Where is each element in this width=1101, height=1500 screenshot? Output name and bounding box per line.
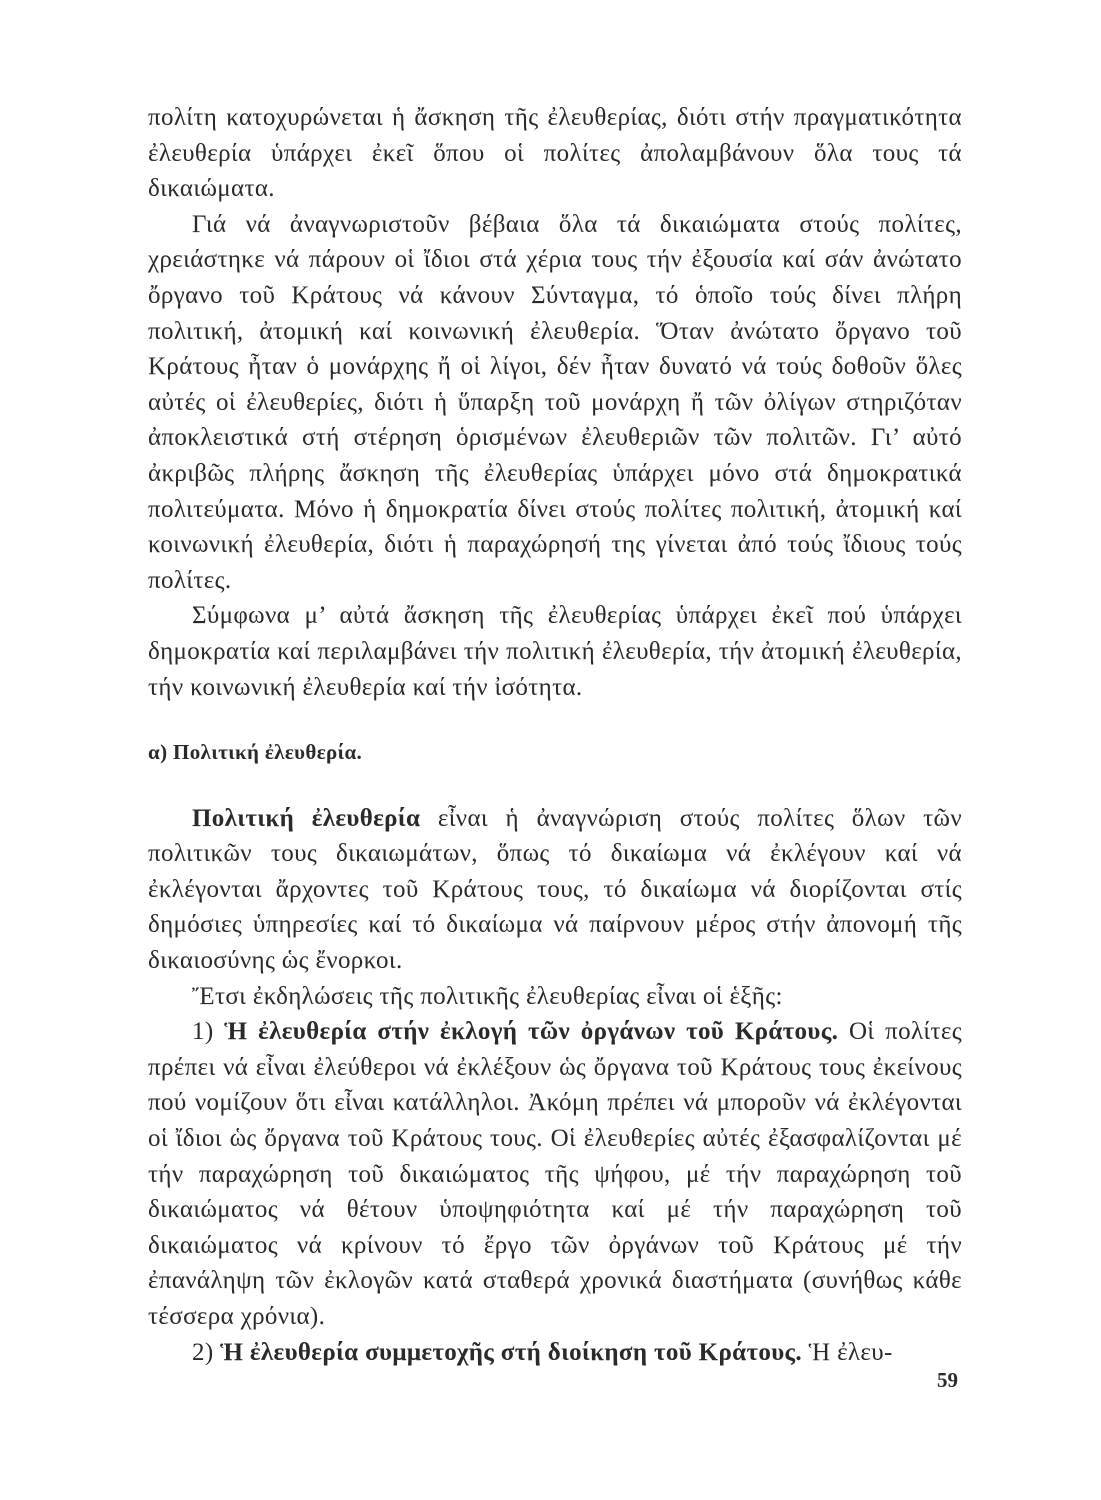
definition-text: εἶναι ἡ ἀναγνώριση στούς πολίτες ὅλων τῶν πολιτικῶν τους δικαιωμάτων, ὅπως τό δικαίωμα νά ἐκλέγουν καί νά ἐκλέγονται ἄρχοντες τοῦ Κράτους τους, τό δικαίωμα νά διορίζονται στίς δημόσιες ὑπηρεσίες καί τό δικαίωμα νά παίρνουν μέρος στήν ἀπονομή τῆς δικαιοσύνης ὡς ἔνορκοι. xyxy=(148,804,962,975)
list-number-1: 1) xyxy=(192,1018,225,1046)
list-number-2: 2) xyxy=(192,1338,221,1366)
page-body xyxy=(148,100,962,1370)
list-item-1-title: Ἡ ἐλευθερία στήν ἐκλογή τῶν ὀργάνων τοῦ Κράτους. xyxy=(224,1018,839,1046)
paragraph-summary: Σύμφωνα μ’ αὐτά ἄσκηση τῆς ἐλευθερίας ὑπάρχει ἐκεῖ πού ὑπάρχει δημοκρατία καί περιλαμβάνει τήν πολιτική ἐλευθερία, τήν ἀτομική ἐλευθερία, τήν κοινωνική ἐλευθερία καί τήν ἰσότητα. xyxy=(148,602,962,701)
paragraph-continuation: πολίτη κατοχυρώνεται ἡ ἄσκηση τῆς ἐλευθερίας, διότι στήν πραγματικότητα ἐλευθερία ὑπάρχει ἐκεῖ ὅπου οἱ πολίτες ἀπολαμβάνουν ὅλα τους τά δικαιώματα. xyxy=(148,104,962,203)
paragraph-manifestations: Ἔτσι ἐκδηλώσεις τῆς πολιτικῆς ἐλευθερίας εἶναι οἱ ἑξῆς: xyxy=(192,982,783,1010)
list-item-2-text: Ἡ ἐλευ- xyxy=(802,1338,893,1366)
list-item-2-title: Ἡ ἐλευθερία συμμετοχῆς στή διοίκηση τοῦ Κράτους. xyxy=(220,1338,803,1366)
paragraph-political-freedom xyxy=(148,801,962,979)
list-item-1-text: Οἱ πολίτες πρέπει νά εἶναι ἐλεύθεροι νά ἐκλέξουν ὡς ὄργανα τοῦ Κράτους τους ἐκείνους πού νομίζουν ὅτι εἶναι κατάλληλοι. Ἀκόμη πρέπει νά μποροῦν νά ἐκλέγονται οἱ ἴδιοι ὡς ὄργανα τοῦ Κράτους τους. Οἱ ἐλευθερίες αὐτές ἐξασφαλίζονται μέ τήν παραχώρηση τοῦ δικαιώματος τῆς ψήφου, μέ τήν παραχώρηση τοῦ δικαιώματος νά θέτουν ὑποψηφιότητα καί μέ τήν παραχώρηση τοῦ δικαιώματος νά κρίνουν τό ἔργο τῶν ὀργάνων τοῦ Κράτους μέ τήν ἐπανάληψη τῶν ἐκλογῶν κατά σταθερά χρονικά διαστήματα (συνήθως κάθε τέσσερα χρόνια). xyxy=(148,1018,963,1330)
page-number: 59 xyxy=(937,1368,958,1392)
list-item-2 xyxy=(148,1335,962,1371)
paragraph-rights: Γιά νά ἀναγνωριστοῦν βέβαια ὅλα τά δικαιώματα στούς πολίτες, χρειάστηκε νά πάρουν οἱ ἴδιοι στά χέρια τους τήν ἐξουσία καί σάν ἀνώτατο ὄργανο τοῦ Κράτους νά κάνουν Σύνταγμα, τό ὁποῖο τούς δίνει πλήρη πολιτική, ἀτομική καί κοινωνική ἐλευθερία. Ὅταν ἀνώτατο ὄργανο τοῦ Κράτους ἦταν ὁ μονάρχης ἤ οἱ λίγοι, δέν ἦταν δυνατό νά τούς δοθοῦν ὅλες αὐτές οἱ ἐλευθερίες, διότι ἡ ὕπαρξη τοῦ μονάρχη ἤ τῶν ὀλίγων στηριζόταν ἀποκλειστικά στή στέρηση ὁρισμένων ἐλευθεριῶν τῶν πολιτῶν. Γι’ αὐτό ἀκριβῶς πλήρης ἄσκηση τῆς ἐλευθερίας ὑπάρχει μόνο στά δημοκρατικά πολιτεύματα. Μόνο ἡ δημοκρατία δίνει στούς πολίτες πολιτική, ἀτομική καί κοινωνική ἐλευθερία, διότι ἡ παραχώρησή της γίνεται ἀπό τούς ἴδιους τούς πολίτες. xyxy=(148,210,962,594)
section-heading: α) Πολιτική ἐλευθερία. xyxy=(148,740,363,765)
term-political-freedom: Πολιτική ἐλευθερία xyxy=(192,804,421,832)
list-item-1 xyxy=(148,1014,962,1334)
